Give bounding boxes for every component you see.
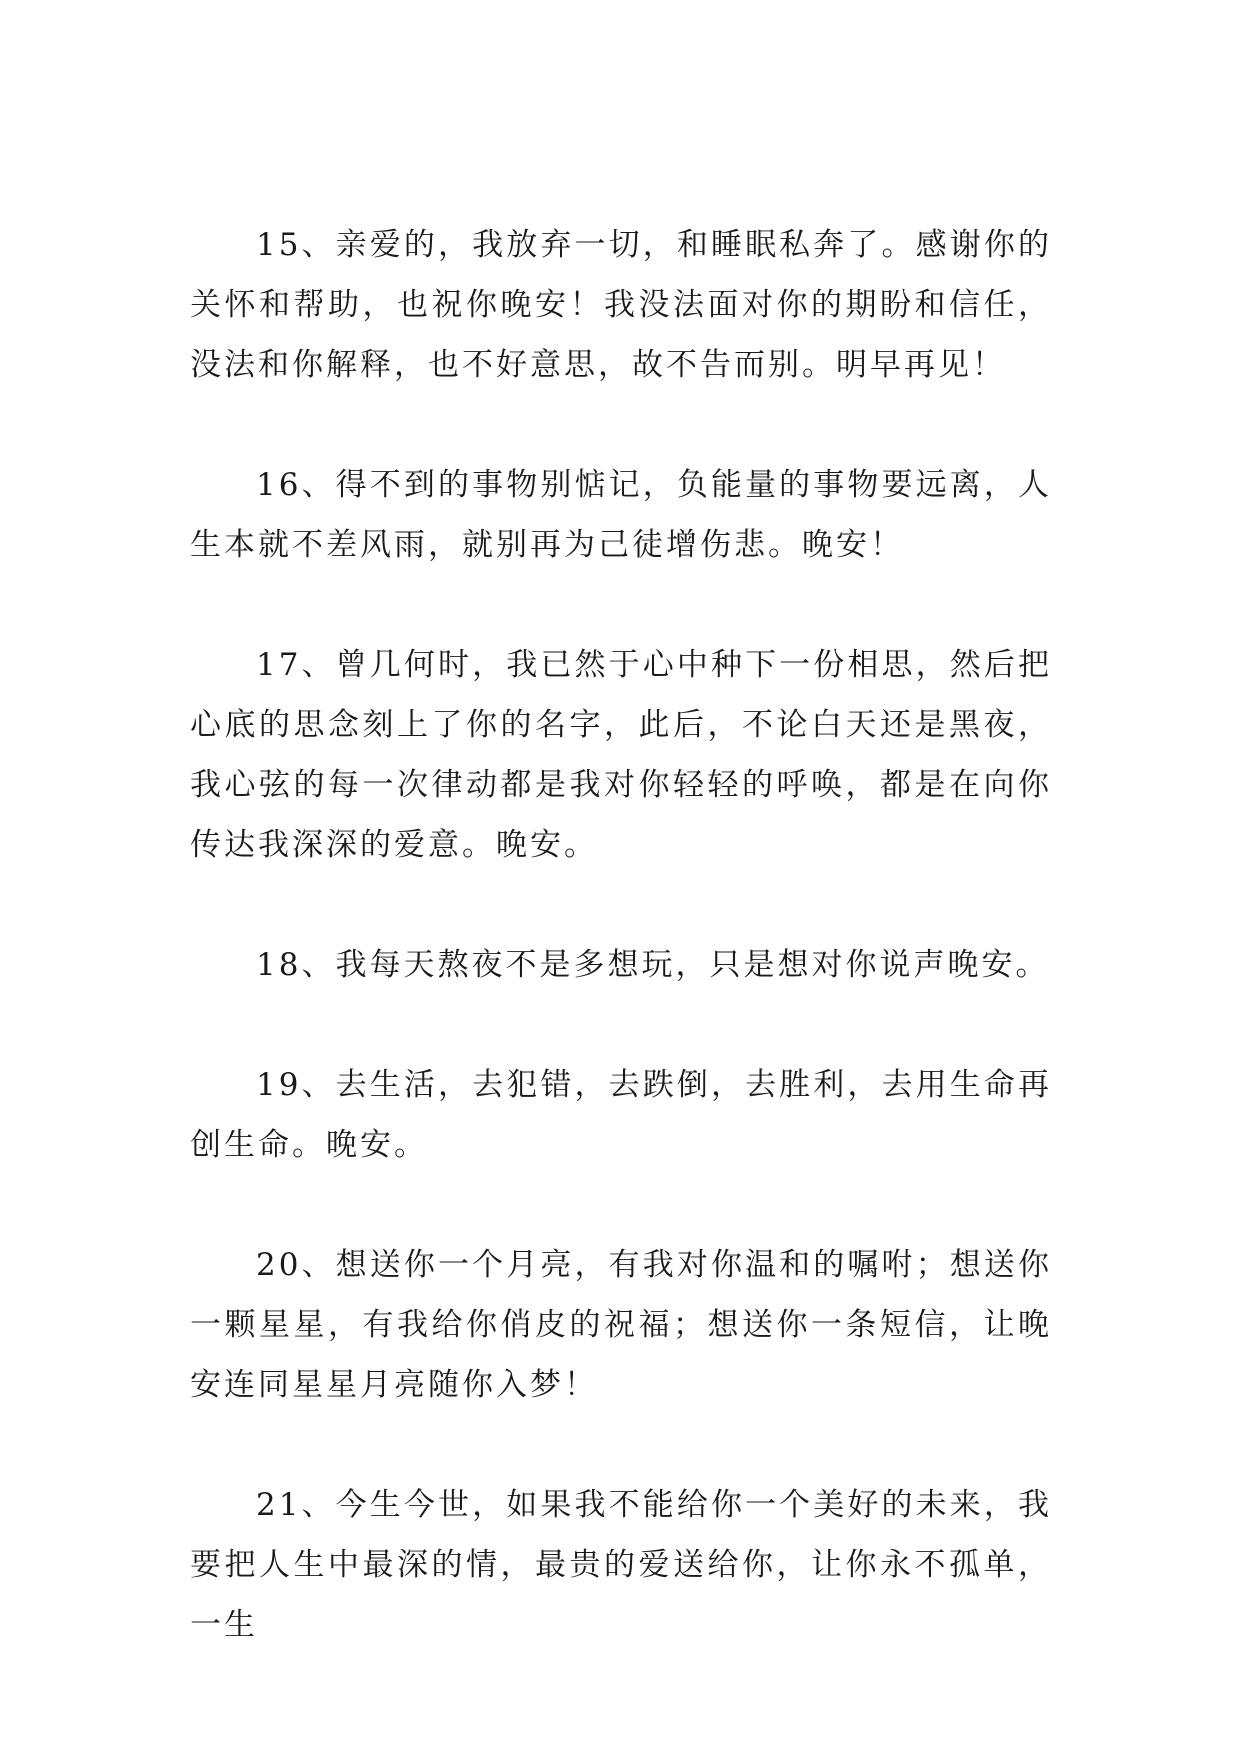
- paragraph-21: 21、今生今世，如果我不能给你一个美好的未来，我要把人生中最深的情，最贵的爱送给你，让你永不孤单，一生: [190, 1487, 1052, 1643]
- paragraph-16: 16、得不到的事物别惦记，负能量的事物要远离，人生本就不差风雨，就别再为己徒增伤悲。晚安！: [190, 467, 1052, 563]
- paragraph-18: 18、我每天熬夜不是多想玩，只是想对你说声晚安。: [256, 947, 1050, 983]
- paragraph-17: 17、曾几何时，我已然于心中种下一份相思，然后把心底的思念刻上了你的名字，此后，不论白天还是黑夜，我心弦的每一次律动都是我对你轻轻的呼唤，都是在向你传达我深深的爱意。晚安。: [190, 647, 1052, 863]
- document-body: [190, 215, 1052, 1715]
- paragraph-20: 20、想送你一个月亮，有我对你温和的嘱咐；想送你一颗星星，有我给你俏皮的祝福；想送你一条短信，让晚安连同星星月亮随你入梦！: [190, 1247, 1052, 1403]
- paragraph-15: 15、亲爱的，我放弃一切，和睡眠私奔了。感谢你的关怀和帮助，也祝你晚安！我没法面对你的期盼和信任，没法和你解释，也不好意思，故不告而别。明早再见！: [190, 227, 1052, 383]
- paragraph-19: 19、去生活，去犯错，去跌倒，去胜利，去用生命再创生命。晚安。: [190, 1067, 1052, 1163]
